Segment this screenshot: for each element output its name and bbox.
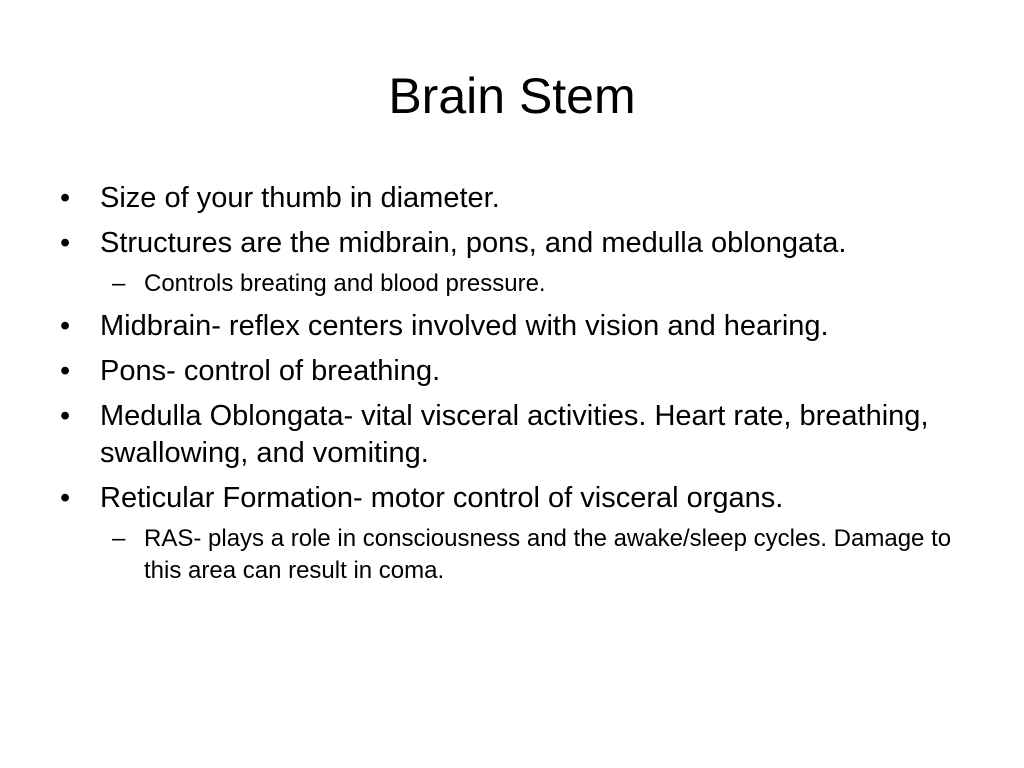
bullet-text: Midbrain- reflex centers involved with vision and hearing. xyxy=(100,310,829,342)
bullet-list xyxy=(60,180,960,595)
bullet-item xyxy=(60,353,960,390)
bullet-item xyxy=(60,398,960,472)
bullet-item xyxy=(60,480,960,517)
sub-bullet-marker: – xyxy=(112,525,126,552)
bullet-item xyxy=(60,225,960,262)
sub-bullet-item xyxy=(60,523,960,587)
bullet-item xyxy=(60,308,960,345)
bullet-text: Structures are the midbrain, pons, and medulla oblongata. xyxy=(100,227,847,259)
bullet-marker: • xyxy=(60,400,71,432)
sub-bullet-text: Controls breating and blood pressure. xyxy=(144,270,546,297)
bullet-marker: • xyxy=(60,182,71,214)
bullet-item xyxy=(60,180,960,217)
bullet-text: Medulla Oblongata- vital visceral activities. Heart rate, breathing, swallowing, and vomiting. xyxy=(100,400,929,469)
sub-bullet-item xyxy=(60,268,960,300)
bullet-marker: • xyxy=(60,227,71,259)
bullet-text: Size of your thumb in diameter. xyxy=(100,182,500,214)
bullet-marker: • xyxy=(60,482,71,514)
bullet-text: Pons- control of breathing. xyxy=(100,355,441,387)
sub-bullet-marker: – xyxy=(112,270,126,297)
bullet-marker: • xyxy=(60,310,71,342)
sub-bullet-text: RAS- plays a role in consciousness and the awake/sleep cycles. Damage to this area can result in coma. xyxy=(144,525,952,584)
slide-title: Brain Stem xyxy=(388,68,636,124)
bullet-text: Reticular Formation- motor control of visceral organs. xyxy=(100,482,784,514)
bullet-marker: • xyxy=(60,355,71,387)
